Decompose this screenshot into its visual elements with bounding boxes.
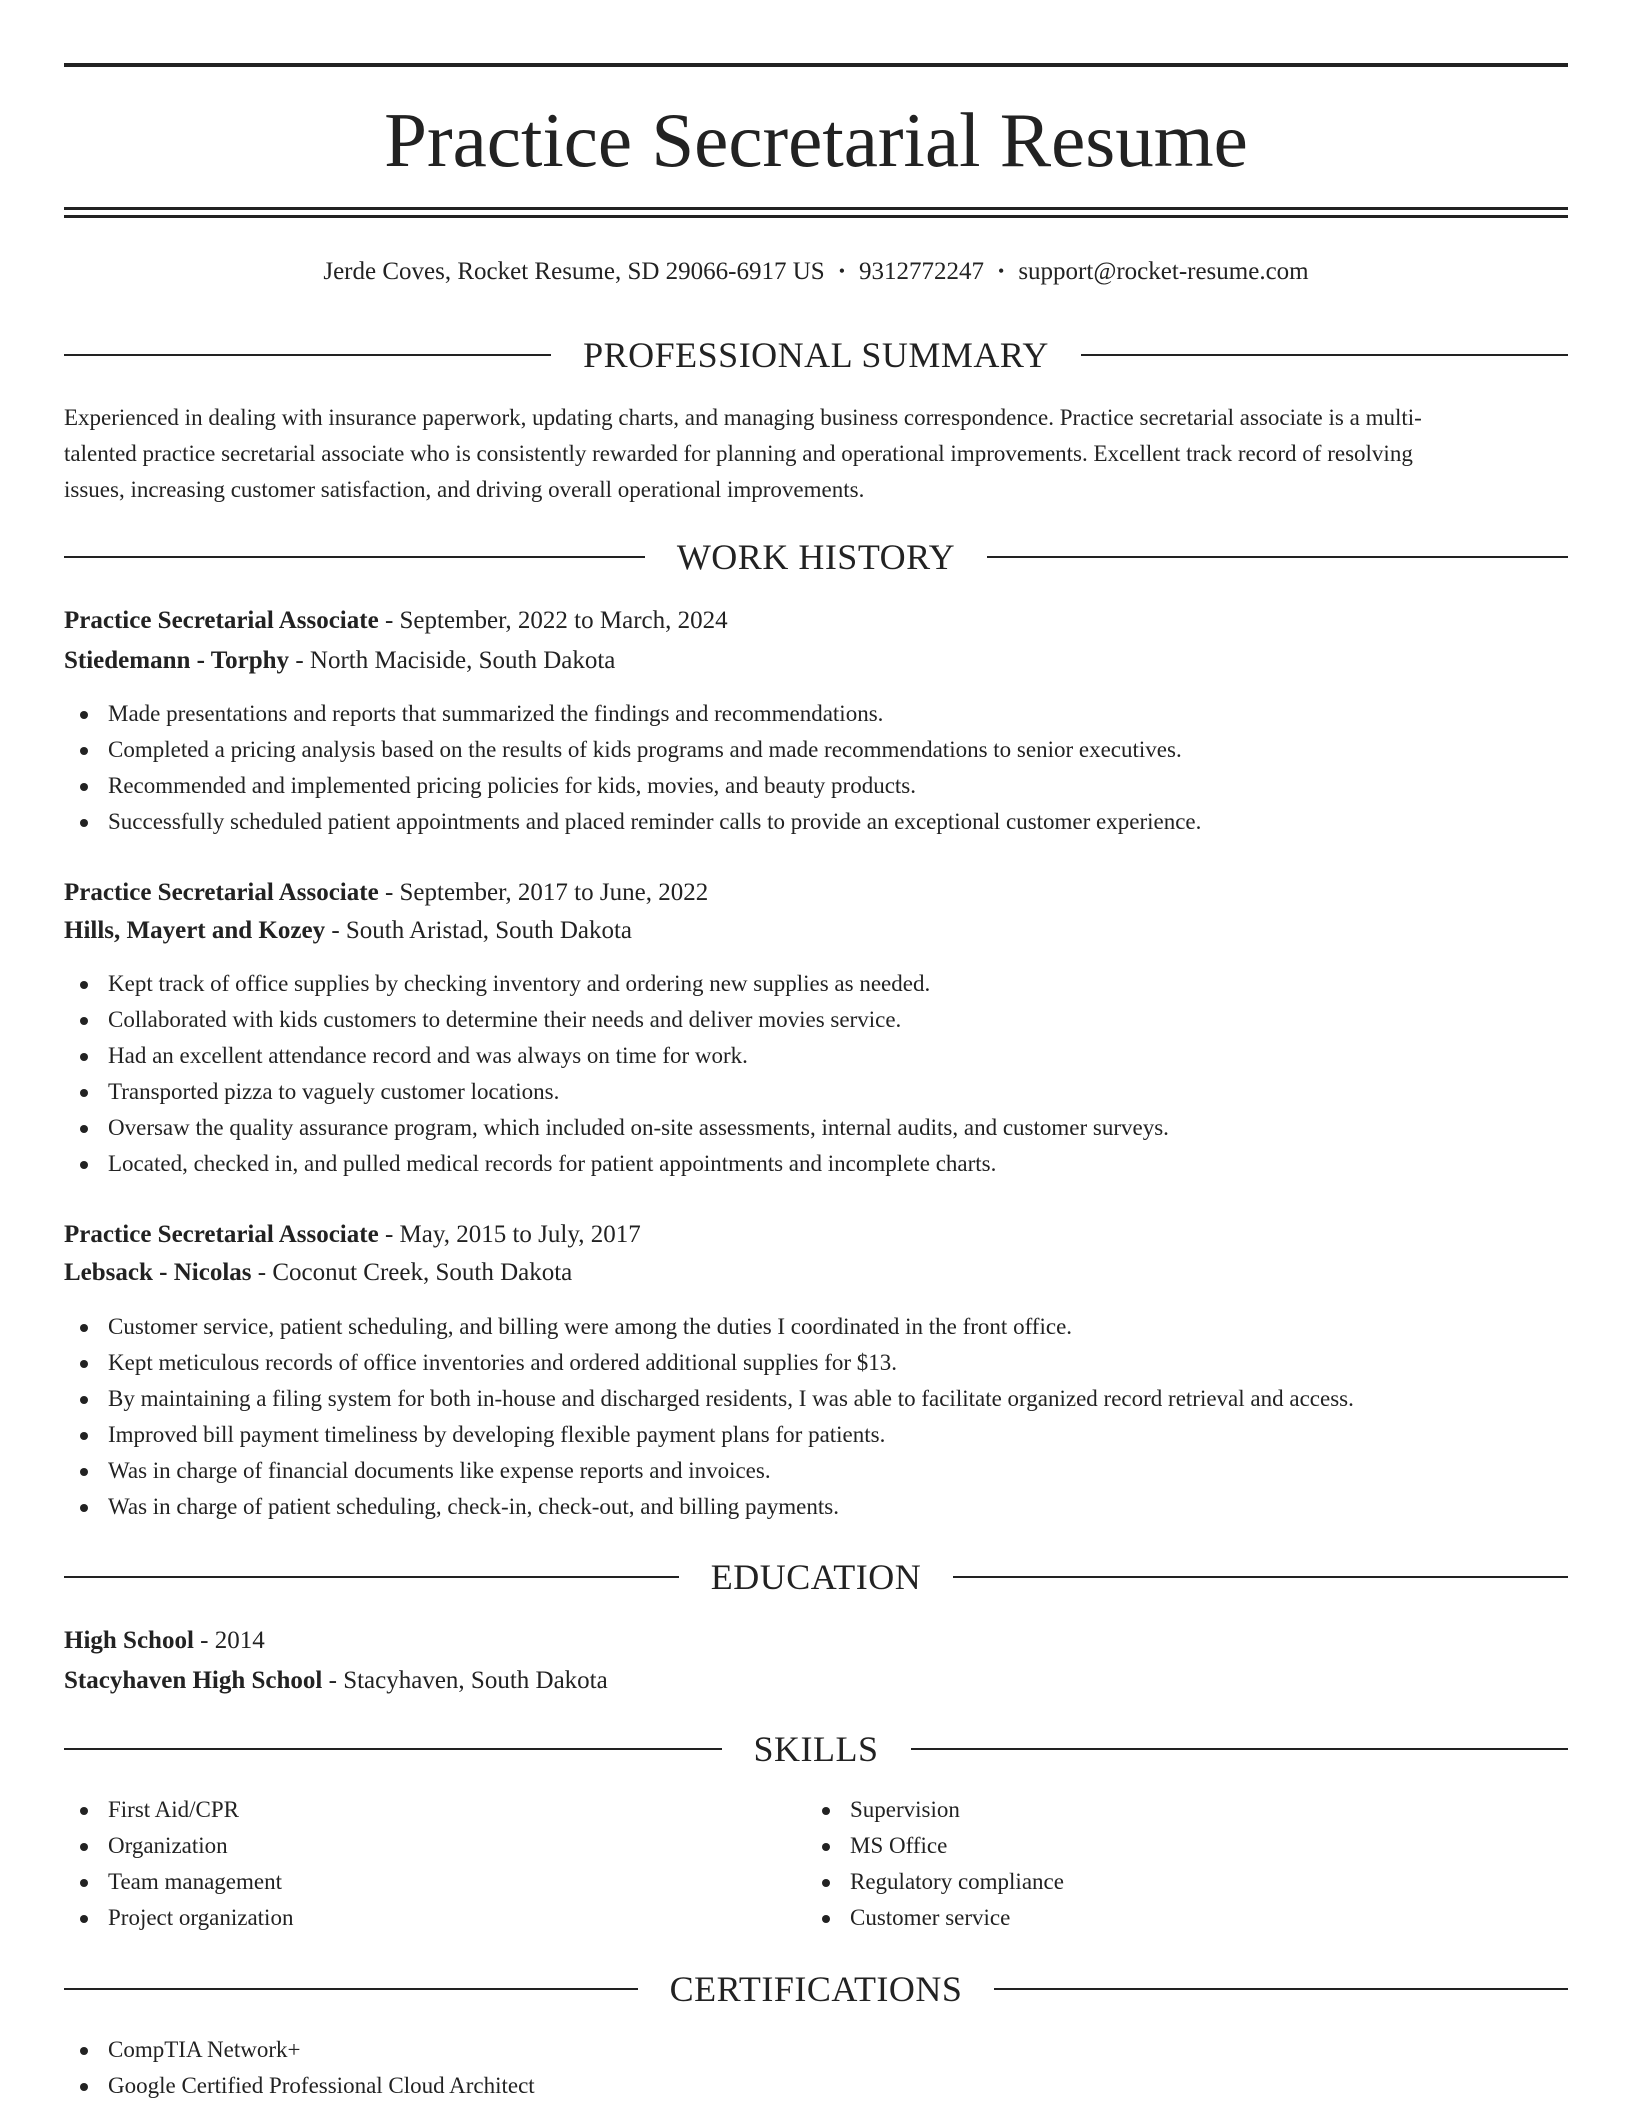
heading-rule-left — [64, 556, 645, 558]
section-heading-work — [64, 535, 1568, 579]
section-heading-skills — [64, 1727, 1568, 1771]
list-item: Was in charge of financial documents like expense reports and invoices. — [64, 1453, 1568, 1489]
list-item: Located, checked in, and pulled medical records for patient appointments and incomplete charts. — [64, 1146, 1568, 1182]
skill-item: Supervision — [806, 1792, 1632, 1828]
list-item: Kept track of office supplies by checking inventory and ordering new supplies as needed. — [64, 966, 1568, 1002]
heading-rule-right — [994, 1988, 1568, 1990]
skills-list-right — [806, 1792, 1632, 1936]
education-degree: High School — [64, 1627, 194, 1654]
list-item: Transported pizza to vaguely customer locations. — [64, 1074, 1568, 1110]
contact-separator: • — [998, 261, 1005, 281]
list-item: Made presentations and reports that summarized the findings and recommendations. — [64, 696, 1568, 732]
list-item: Kept meticulous records of office inventories and ordered additional supplies for $13. — [64, 1345, 1568, 1381]
skill-item: First Aid/CPR — [64, 1792, 1568, 1828]
heading-label: SKILLS — [753, 1729, 879, 1769]
job-company: Hills, Mayert and Kozey — [64, 917, 326, 944]
title-rule-upper — [64, 207, 1568, 210]
heading-label: CERTIFICATIONS — [669, 1969, 963, 2009]
list-item: Had an excellent attendance record and was always on time for work. — [64, 1038, 1568, 1074]
skill-item: Team management — [64, 1864, 1568, 1900]
skill-item: Organization — [64, 1828, 1568, 1864]
job-company: Lebsack - Nicolas — [64, 1259, 252, 1286]
section-heading-certifications — [64, 1967, 1568, 2011]
skill-item: Regulatory compliance — [806, 1864, 1632, 1900]
list-item: Improved bill payment timeliness by developing flexible payment plans for patients. — [64, 1417, 1568, 1453]
heading-label: PROFESSIONAL SUMMARY — [583, 335, 1049, 375]
heading-rule-left — [64, 1988, 638, 1990]
certifications-list — [64, 2032, 1568, 2104]
heading-label: WORK HISTORY — [676, 537, 956, 577]
job-dates: - September, 2017 to June, 2022 — [378, 879, 709, 906]
job-title-line — [64, 1217, 1568, 1253]
list-item: By maintaining a filing system for both in-house and discharged residents, I was able to facilitate organized record retrieval and access. — [64, 1381, 1568, 1417]
education-year: - 2014 — [193, 1627, 265, 1654]
list-item: Oversaw the quality assurance program, which included on-site assessments, internal audits, and customer surveys. — [64, 1110, 1568, 1146]
job-location: - Coconut Creek, South Dakota — [251, 1259, 573, 1286]
job-dates: - May, 2015 to July, 2017 — [378, 1221, 641, 1248]
job-title: Practice Secretarial Associate — [64, 607, 379, 634]
job-company-line — [64, 913, 1568, 949]
contact-address: Jerde Coves, Rocket Resume, SD 29066-6917 US — [323, 258, 825, 285]
list-item: Completed a pricing analysis based on the results of kids programs and made recommendations to senior executives. — [64, 732, 1568, 768]
list-item: Was in charge of patient scheduling, check-in, check-out, and billing payments. — [64, 1489, 1568, 1525]
job-title-line — [64, 603, 1568, 639]
job-title-line — [64, 875, 1568, 911]
skill-item: Project organization — [64, 1900, 1568, 1936]
education-school: Stacyhaven High School — [64, 1667, 323, 1694]
job-company-line — [64, 1255, 1568, 1291]
heading-rule-right — [1081, 354, 1568, 356]
summary-text — [64, 400, 1568, 508]
resume-title: Practice Secretarial Resume — [384, 97, 1248, 183]
top-rule — [64, 63, 1568, 67]
heading-label: EDUCATION — [710, 1557, 922, 1597]
job-bullets — [64, 696, 1568, 840]
skill-item: MS Office — [806, 1828, 1632, 1864]
heading-rule-right — [987, 556, 1568, 558]
education-location: - Stacyhaven, South Dakota — [322, 1667, 608, 1694]
contact-line — [64, 254, 1568, 289]
section-heading-summary — [64, 333, 1568, 377]
skill-item: Customer service — [806, 1900, 1632, 1936]
education-degree-line — [64, 1623, 1568, 1659]
heading-rule-left — [64, 1576, 679, 1578]
contact-email: support@rocket-resume.com — [1018, 258, 1309, 285]
list-item: Successfully scheduled patient appointments and placed reminder calls to provide an exceptional customer experience. — [64, 804, 1568, 840]
summary-line: Experienced in dealing with insurance paperwork, updating charts, and managing business correspondence. Practice secretarial associate is a multi- — [64, 405, 1422, 430]
summary-line: issues, increasing customer satisfaction, and driving overall operational improvements. — [64, 477, 865, 502]
job-title: Practice Secretarial Associate — [64, 879, 379, 906]
job-bullets — [64, 966, 1568, 1182]
job-company: Stiedemann - Torphy — [64, 647, 290, 674]
section-heading-education — [64, 1555, 1568, 1599]
list-item: Recommended and implemented pricing policies for kids, movies, and beauty products. — [64, 768, 1568, 804]
contact-phone: 9312772247 — [859, 258, 985, 285]
list-item: Collaborated with kids customers to determine their needs and deliver movies service. — [64, 1002, 1568, 1038]
contact-separator: • — [838, 261, 846, 281]
certification-item: Google Certified Professional Cloud Architect — [64, 2068, 1568, 2104]
job-location: - South Aristad, South Dakota — [325, 917, 633, 944]
certification-item: CompTIA Network+ — [64, 2032, 1568, 2068]
list-item: Customer service, patient scheduling, and billing were among the duties I coordinated in the front office. — [64, 1309, 1568, 1345]
job-dates: - September, 2022 to March, 2024 — [378, 607, 728, 634]
job-bullets — [64, 1309, 1568, 1525]
heading-rule-left — [64, 1748, 722, 1750]
job-company-line — [64, 643, 1568, 679]
title-rule-lower — [64, 215, 1568, 218]
job-location: - North Maciside, South Dakota — [289, 647, 616, 674]
education-school-line — [64, 1663, 1568, 1699]
summary-line: talented practice secretarial associate who is consistently rewarded for planning and operational improvements. Excellent track record of resolving — [64, 441, 1413, 466]
job-title: Practice Secretarial Associate — [64, 1221, 379, 1248]
heading-rule-right — [953, 1576, 1568, 1578]
heading-rule-left — [64, 354, 551, 356]
heading-rule-right — [911, 1748, 1569, 1750]
